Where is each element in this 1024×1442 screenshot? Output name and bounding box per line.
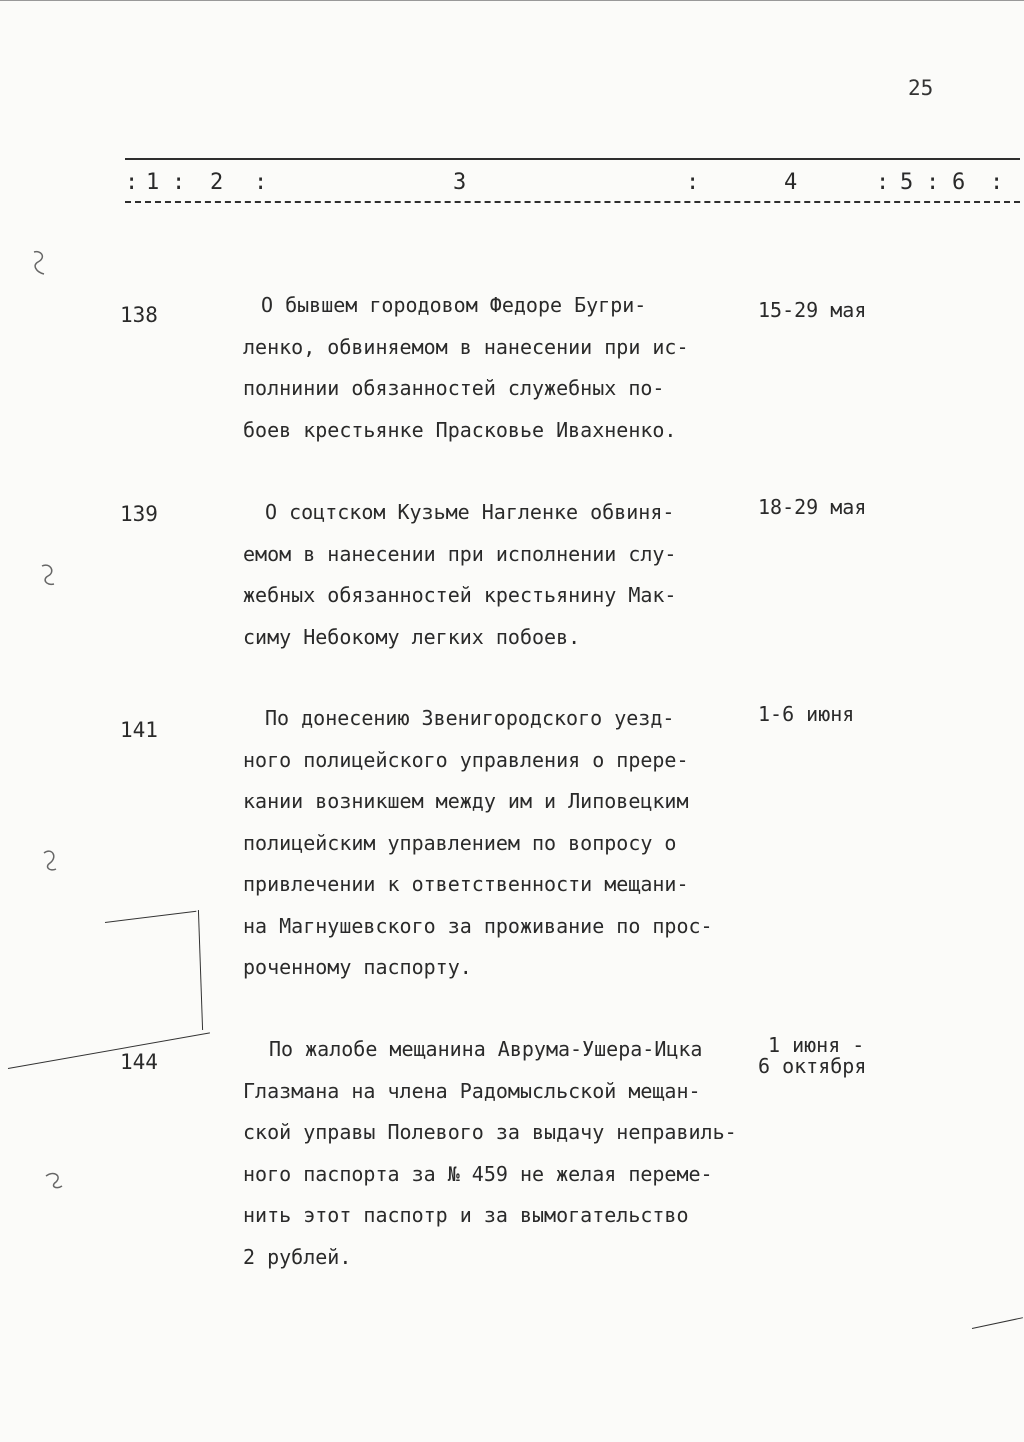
header-rule-bottom	[125, 201, 1020, 203]
column-header-row	[0, 170, 1024, 198]
top-page-edge	[0, 0, 1024, 1]
column-header-4: 4	[784, 170, 798, 195]
description-line: кании возникшем между им и Липовецким	[243, 789, 689, 813]
folded-slip-top-edge	[105, 911, 196, 923]
description-line: на Магнушевского за проживание по прос-	[243, 913, 713, 938]
header-rule-top	[125, 158, 1020, 160]
date-line: 18-29 мая	[758, 495, 867, 519]
column-header-1: 1	[146, 170, 160, 195]
margin-mark-icon	[42, 1168, 66, 1192]
description-line: 2 рублей.	[243, 1244, 352, 1269]
description-line: ленко, обвиняемом в нанесении при ис-	[243, 334, 689, 359]
description-line: По донесению Звенигородского уезд-	[265, 706, 675, 730]
column-separator: :	[926, 170, 940, 195]
entry-date	[758, 300, 866, 321]
column-header-6: 6	[952, 170, 966, 195]
margin-mark-icon	[38, 845, 62, 875]
date-line: 1 июня -	[768, 1033, 865, 1057]
column-separator: :	[125, 170, 139, 195]
description-line: роченному паспорту.	[243, 955, 472, 979]
description-line: О соцтском Кузьме Нагленке обвиня-	[265, 500, 675, 524]
entry-number: 139	[120, 502, 158, 526]
entry-date	[758, 704, 854, 725]
date-line: 6 октября	[758, 1054, 867, 1078]
entry-description	[243, 492, 763, 658]
folded-slip-right-edge	[198, 910, 203, 1030]
description-line: полнинии обязанностей служебных по-	[243, 376, 665, 400]
column-header-2: 2	[210, 170, 224, 195]
description-line: ного паспорта за № 459 не желая переме-	[243, 1161, 713, 1186]
column-separator: :	[876, 170, 890, 195]
stray-line-bottom-right	[972, 1317, 1023, 1329]
description-line: привлечении к ответственности мещани-	[243, 872, 689, 896]
description-line: О бывшем городовом Федоре Бугри-	[261, 293, 647, 317]
margin-mark-icon	[36, 560, 60, 590]
column-header-5: 5	[900, 170, 914, 195]
date-line: 1-6 июня	[758, 702, 855, 726]
entry-description	[243, 698, 763, 989]
entry-date	[758, 497, 866, 518]
entry-description	[243, 1029, 763, 1278]
description-line: По жалобе мещанина Аврума-Ушера-Ицка	[269, 1037, 703, 1061]
description-line: ской управы Полевого за выдачу неправиль-	[243, 1120, 737, 1144]
description-line: боев крестьянке Прасковье Ивахненко.	[243, 417, 677, 442]
description-line: ного полицейского управления о прере-	[243, 747, 689, 772]
entry-date	[758, 1035, 866, 1077]
description-line: симу Небокому легких побоев.	[243, 624, 581, 649]
description-line: жебных обязанностей крестьянину Мак-	[243, 583, 677, 607]
column-header-3: 3	[453, 170, 467, 195]
date-line: 15-29 мая	[758, 298, 867, 322]
description-line: Глазмана на члена Радомысльской мещан-	[243, 1078, 701, 1103]
description-line: емом в нанесении при исполнении слу-	[243, 541, 677, 566]
column-separator: :	[686, 170, 700, 195]
description-line: полицейским управлением по вопросу о	[243, 830, 677, 855]
entry-number: 141	[120, 718, 158, 742]
page-number: 25	[908, 76, 934, 100]
column-separator: :	[172, 170, 186, 195]
folded-slip-bottom-edge	[8, 1032, 210, 1069]
column-separator: :	[990, 170, 1004, 195]
column-separator: :	[254, 170, 268, 195]
entry-number: 138	[120, 303, 158, 327]
description-line: нить этот паспотр и за вымогательство	[243, 1203, 689, 1227]
entry-number: 144	[120, 1050, 158, 1074]
entry-description	[243, 285, 763, 451]
margin-mark-icon	[28, 248, 52, 278]
